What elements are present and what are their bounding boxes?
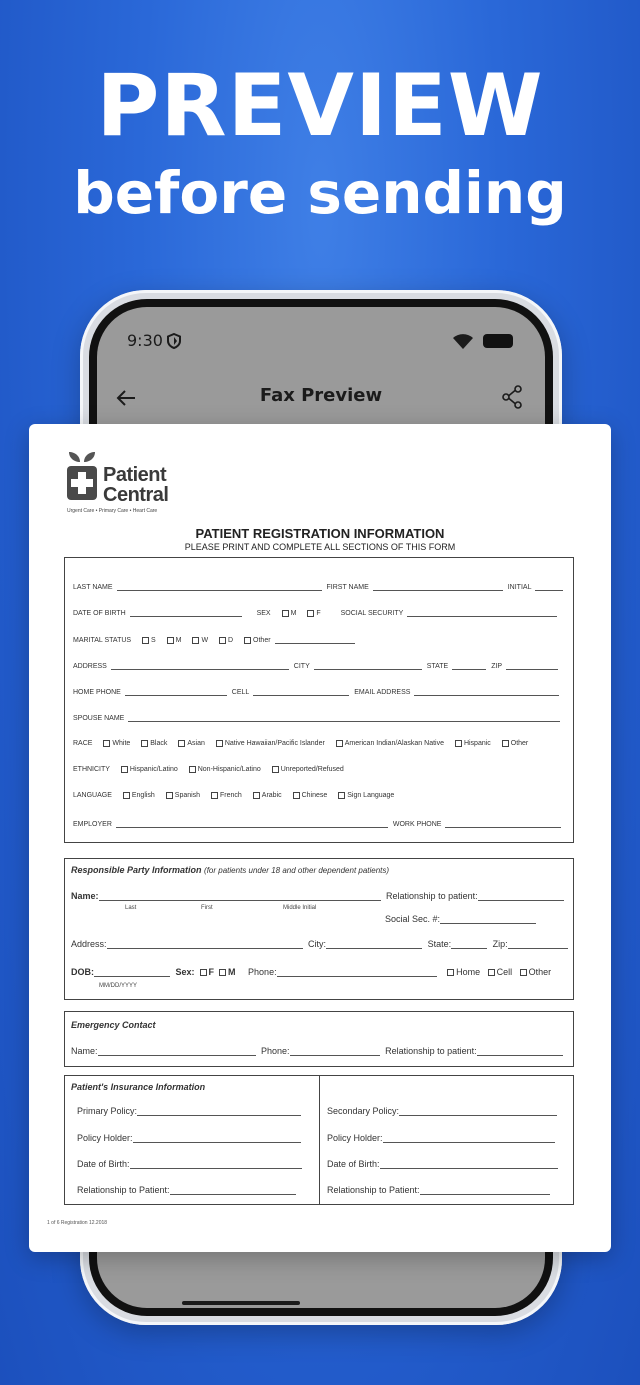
label-social-sec: Social Sec. #: (385, 914, 441, 924)
option-ms: D (228, 637, 234, 644)
label-city: City: (308, 939, 327, 949)
label-date-of-birth: Date of Birth: (327, 1159, 380, 1169)
hint-middle: Middle Initial (283, 905, 317, 911)
checkbox (244, 637, 251, 644)
responsible-party-title: Responsible Party Information (71, 865, 202, 875)
option-language: Arabic (261, 792, 282, 800)
insurance-section (64, 1075, 574, 1205)
row-ethnicity (73, 766, 565, 773)
shield-icon (167, 333, 181, 349)
checkbox (455, 740, 462, 747)
label-relationship: Relationship to patient: (386, 891, 478, 901)
checkbox (488, 969, 495, 976)
form-title: PATIENT REGISTRATION INFORMATION (195, 526, 445, 541)
label-race: RACE (73, 740, 93, 748)
option-home: Home (456, 967, 481, 977)
label-sex: Sex: (175, 967, 195, 977)
label-first-name: FIRST NAME (326, 584, 369, 591)
checkbox (282, 610, 289, 617)
option-race: Other (510, 740, 529, 748)
checkbox (253, 792, 260, 799)
logo-tagline: Urgent Care • Primary Care • Heart Care (67, 508, 158, 514)
option-language: English (131, 792, 155, 800)
label-name: Name: (71, 891, 99, 901)
label-address: Address: (71, 939, 107, 949)
logo-name-line2: Central (103, 484, 169, 506)
option-race: White (112, 740, 131, 748)
clinic-logo-icon (65, 450, 99, 506)
patient-info-section (64, 557, 574, 843)
row-employer (73, 819, 565, 828)
option-ethnicity: Unreported/Refused (280, 766, 344, 774)
emergency-contact-title: Emergency Contact (71, 1020, 156, 1030)
section-heading (71, 865, 567, 875)
responsible-party-note: (for patients under 18 and other dependent patients) (204, 866, 390, 875)
label-date-of-birth: Date of Birth: (77, 1159, 130, 1169)
hint-dob-format: MM/DD/YYYY (99, 983, 138, 989)
option-m: M (228, 967, 236, 977)
option-ms: W (201, 637, 209, 644)
label-home-phone: HOME PHONE (73, 689, 121, 696)
option-race: Asian (187, 740, 205, 748)
checkbox (219, 969, 226, 976)
row-marital (73, 635, 565, 644)
option-cell: Cell (496, 967, 513, 977)
label-city: CITY (293, 663, 310, 670)
checkbox (216, 740, 223, 747)
option-language: French (220, 792, 242, 800)
row-spouse (73, 713, 565, 722)
option-race: Native Hawaiian/Pacific Islander (224, 740, 325, 748)
option-ms: S (151, 637, 156, 644)
label-ethnicity: ETHNICITY (73, 766, 110, 774)
label-phone: Phone: (248, 967, 277, 977)
option-race: Hispanic (463, 740, 491, 748)
hint-first: First (201, 905, 213, 911)
option-race: American Indian/Alaskan Native (344, 740, 444, 748)
label-last-name: LAST NAME (73, 584, 113, 591)
status-bar (127, 329, 517, 353)
option-language: Chinese (301, 792, 328, 800)
label-spouse: SPOUSE NAME (73, 715, 125, 722)
label-policy-holder: Policy Holder: (77, 1133, 133, 1143)
responsible-party-section (64, 858, 574, 1000)
label-name: Name: (71, 1046, 98, 1056)
checkbox (142, 637, 149, 644)
checkbox (121, 766, 128, 773)
label-marital: MARITAL STATUS (73, 637, 132, 644)
option-ms: M (175, 637, 182, 644)
label-policy-holder: Policy Holder: (327, 1133, 383, 1143)
insurance-title: Patient's Insurance Information (71, 1082, 206, 1092)
row-address (73, 661, 565, 670)
label-email: EMAIL ADDRESS (354, 689, 411, 696)
option-f: F (208, 967, 215, 977)
label-language: LANGUAGE (73, 792, 112, 800)
label-zip: Zip: (492, 939, 508, 949)
row-name (73, 582, 565, 591)
option-language: Spanish (174, 792, 201, 800)
checkbox (293, 792, 300, 799)
label-relationship: Relationship to Patient: (327, 1185, 420, 1195)
app-bar (97, 379, 545, 423)
battery-icon (483, 334, 513, 348)
option-other: Other (528, 967, 552, 977)
label-zip: ZIP (491, 663, 503, 670)
checkbox (307, 610, 314, 617)
option-language: Sign Language (347, 792, 395, 800)
logo-name-line1: Patient (103, 464, 167, 486)
checkbox (178, 740, 185, 747)
form-subtitle: PLEASE PRINT AND COMPLETE ALL SECTIONS OF THIS FORM (184, 542, 456, 552)
label-ssn: SOCIAL SECURITY (340, 610, 404, 617)
label-employer: EMPLOYER (73, 821, 112, 828)
status-time: 9:30 (127, 331, 163, 350)
promo-headline: PREVIEW (96, 56, 544, 156)
checkbox (189, 766, 196, 773)
label-state: STATE (426, 663, 449, 670)
emergency-contact-section (64, 1011, 574, 1067)
label-dob: DOB: (71, 967, 94, 977)
option-f: F (316, 610, 321, 617)
screen-title: Fax Preview (259, 385, 383, 406)
checkbox (520, 969, 527, 976)
checkbox (166, 792, 173, 799)
checkbox (211, 792, 218, 799)
label-cell: CELL (231, 689, 250, 696)
label-initial: INITIAL (507, 584, 532, 591)
label-work-phone: WORK PHONE (392, 821, 442, 828)
fax-document-preview (29, 424, 611, 1252)
promo-subheadline: before sending (73, 159, 567, 227)
checkbox (103, 740, 110, 747)
checkbox (200, 969, 207, 976)
wifi-icon (453, 334, 473, 350)
row-language (73, 792, 565, 799)
label-primary-policy: Primary Policy: (77, 1106, 138, 1116)
checkbox (272, 766, 279, 773)
checkbox (167, 637, 174, 644)
checkbox (123, 792, 130, 799)
option-ms: Other (253, 637, 271, 644)
label-address: ADDRESS (73, 663, 107, 670)
label-phone: Phone: (261, 1046, 290, 1056)
option-m: M (290, 610, 297, 617)
option-ethnicity: Non-Hispanic/Latino (197, 766, 261, 774)
row-race (73, 740, 565, 747)
row-dob (73, 608, 565, 617)
checkbox (141, 740, 148, 747)
checkbox (336, 740, 343, 747)
share-icon[interactable] (501, 385, 523, 409)
home-indicator[interactable] (182, 1301, 300, 1305)
option-ethnicity: Hispanic/Latino (129, 766, 178, 774)
checkbox (502, 740, 509, 747)
label-sex: SEX (256, 610, 271, 617)
label-secondary-policy: Secondary Policy: (327, 1106, 400, 1116)
checkbox (338, 792, 345, 799)
checkbox (219, 637, 226, 644)
label-relationship: Relationship to patient: (385, 1046, 477, 1056)
label-relationship: Relationship to Patient: (77, 1185, 170, 1195)
hint-last: Last (125, 905, 137, 911)
option-race: Black (150, 740, 168, 748)
clinic-logo (65, 450, 185, 522)
checkbox (192, 637, 199, 644)
row-phones (73, 687, 565, 696)
label-dob: DATE OF BIRTH (73, 610, 126, 617)
label-state: State: (427, 939, 452, 949)
checkbox (447, 969, 454, 976)
page-footnote: 1 of 6 Registration 12.2018 (47, 1220, 108, 1226)
